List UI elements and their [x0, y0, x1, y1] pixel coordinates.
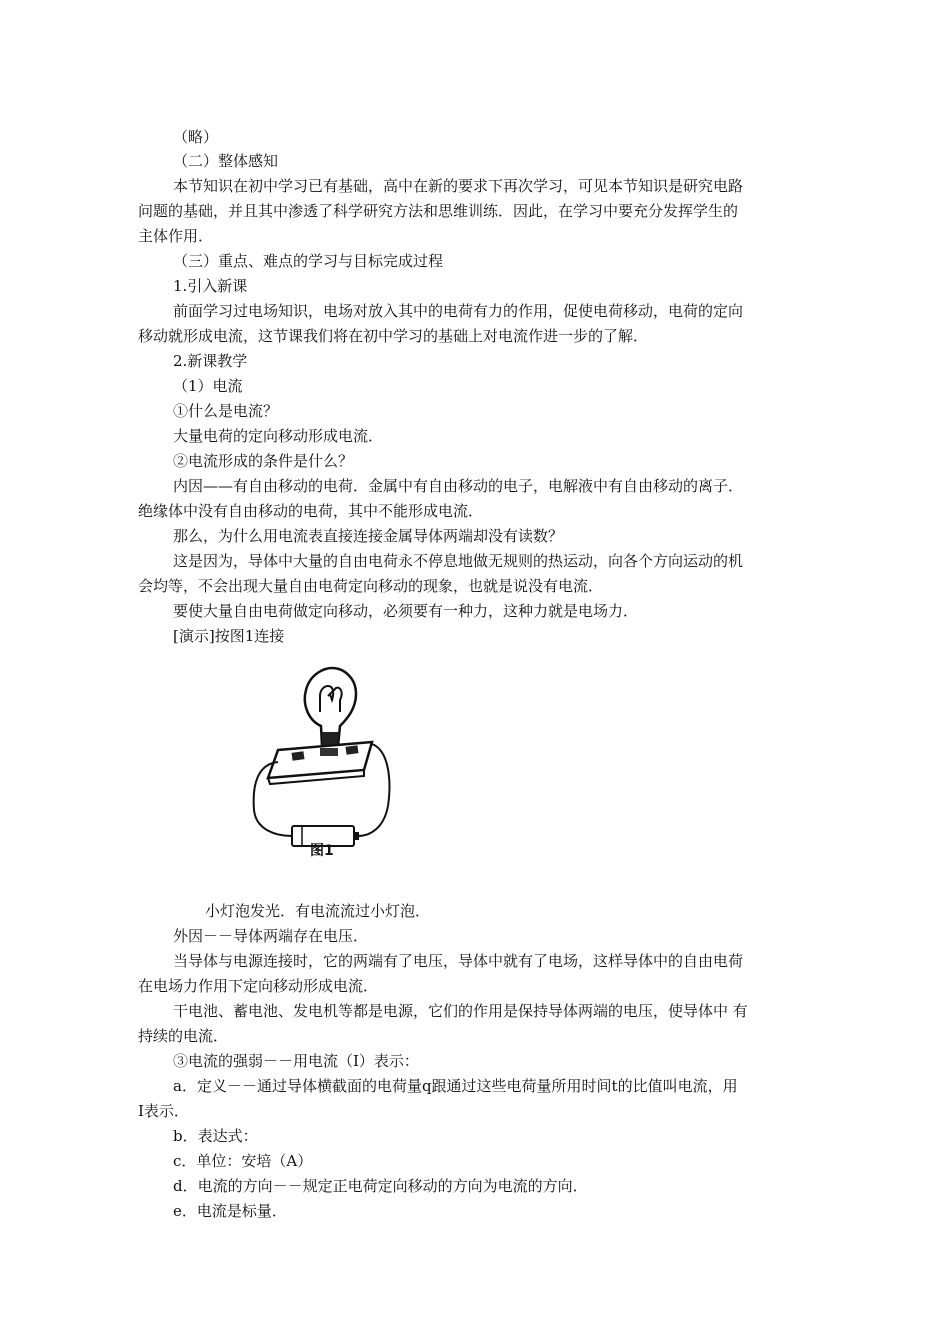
- paragraph-line: 会均等，不会出现大量自由电荷定向移动的现象，也就是说没有电流．: [138, 577, 604, 595]
- subsection-heading: （1）电流: [173, 377, 243, 395]
- paragraph-line: 移动就形成电流，这节课我们将在初中学习的基础上对电流作进一步的了解．: [138, 327, 649, 345]
- paragraph-line: I表示．: [138, 1102, 189, 1120]
- paragraph-line: 本节知识在初中学习已有基础，高中在新的要求下再次学习，可见本节知识是研究电路: [173, 177, 744, 195]
- paragraph-line: 外因－－导体两端存在电压．: [173, 927, 369, 945]
- paragraph-line: 大量电荷的定向移动形成电流．: [173, 427, 384, 445]
- paragraph-line: 当导体与电源连接时，它的两端有了电压，导体中就有了电场，这样导体中的自由电荷: [173, 952, 744, 970]
- subsection-heading: 1.引入新课: [173, 277, 248, 295]
- paragraph-line: 干电池、蓄电池、发电机等都是电源，它们的作用是保持导体两端的电压，使导体中 有: [173, 1002, 748, 1020]
- list-item: b．表达式：: [173, 1127, 258, 1145]
- terminal-left: [292, 751, 305, 761]
- paragraph-line: 在电场力作用下定向移动形成电流．: [138, 977, 379, 995]
- question-line: ①什么是电流？: [173, 402, 279, 420]
- question-line: ③电流的强弱－－用电流（I）表示：: [173, 1052, 419, 1070]
- section-heading: （三）重点、难点的学习与目标完成过程: [173, 252, 444, 270]
- paragraph-line: [演示]按图1连接: [173, 627, 285, 645]
- paragraph-line: 问题的基础，并且其中渗透了科学研究方法和思维训练．因此，在学习中要充分发挥学生的: [138, 202, 739, 220]
- paragraph-line: 持续的电流．: [138, 1027, 229, 1045]
- bulb-filament: [320, 686, 342, 712]
- terminal-right: [346, 745, 359, 755]
- figure-1-circuit: [240, 660, 400, 860]
- section-heading: （二）整体感知: [173, 152, 279, 170]
- text-line: （略）: [173, 128, 219, 146]
- paragraph-line: 绝缘体中没有自由移动的电荷，其中不能形成电流．: [138, 502, 484, 520]
- list-item: e．电流是标量．: [173, 1202, 287, 1220]
- paragraph-line: 前面学习过电场知识，电场对放入其中的电荷有力的作用，促使电荷移动，电荷的定向: [173, 302, 744, 320]
- list-item: c．单位：安培（A）: [173, 1152, 313, 1170]
- paragraph-line: 内因——有自由移动的电荷．金属中有自由移动的电子，电解液中有自由移动的离子．: [173, 477, 744, 495]
- paragraph-line: 那么，为什么用电流表直接连接金属导体两端却没有读数？: [173, 527, 564, 545]
- paragraph-line: 这是因为，导体中大量的自由电荷永不停息地做无规则的热运动，向各个方向运动的机: [173, 552, 744, 570]
- list-item: a．定义－－通过导体横截面的电荷量q跟通过这些电荷量所用时间t的比值叫电流，用: [173, 1077, 738, 1095]
- paragraph-line: 要使大量自由电荷做定向移动，必须要有一种力，这种力就是电场力．: [173, 602, 639, 620]
- figure-caption: 图1: [310, 843, 334, 859]
- bulb-battery-circuit-diagram: [240, 660, 400, 860]
- list-item: d．电流的方向－－规定正电荷定向移动的方向为电流的方向．: [173, 1177, 588, 1195]
- battery-terminal: [354, 832, 359, 840]
- subsection-heading: 2.新课教学: [173, 352, 248, 370]
- paragraph-line: 主体作用．: [138, 227, 214, 245]
- question-line: ②电流形成的条件是什么？: [173, 452, 354, 470]
- paragraph-line: 小灯泡发光．有电流流过小灯泡．: [205, 902, 431, 920]
